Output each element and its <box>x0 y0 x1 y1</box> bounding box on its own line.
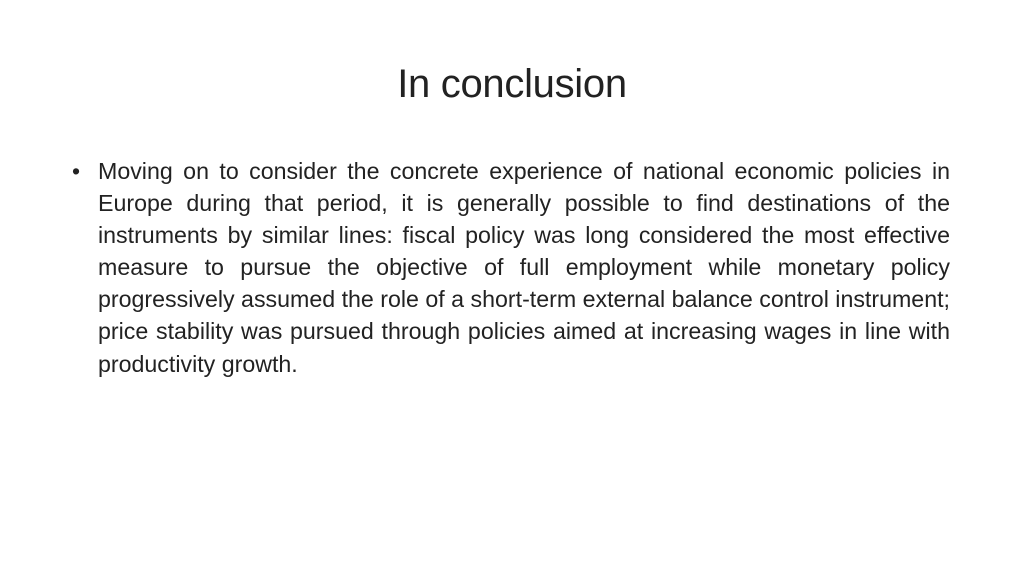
bullet-item <box>70 155 950 380</box>
bullet-marker: • <box>72 158 81 184</box>
slide-title: In conclusion <box>397 62 627 106</box>
bullet-list <box>70 155 950 380</box>
bullet-text: Moving on to consider the concrete experience of national economic policies in Europe during that period, it is generally possible to find destinations of the instruments by similar lines: fiscal policy was long considered the most effective measure to pursue the objective of full employment while monetary policy progressively assumed the role of a short-term external balance control instrument; price stability was pursued through policies aimed at increasing wages in line with productivity growth. <box>98 158 950 377</box>
